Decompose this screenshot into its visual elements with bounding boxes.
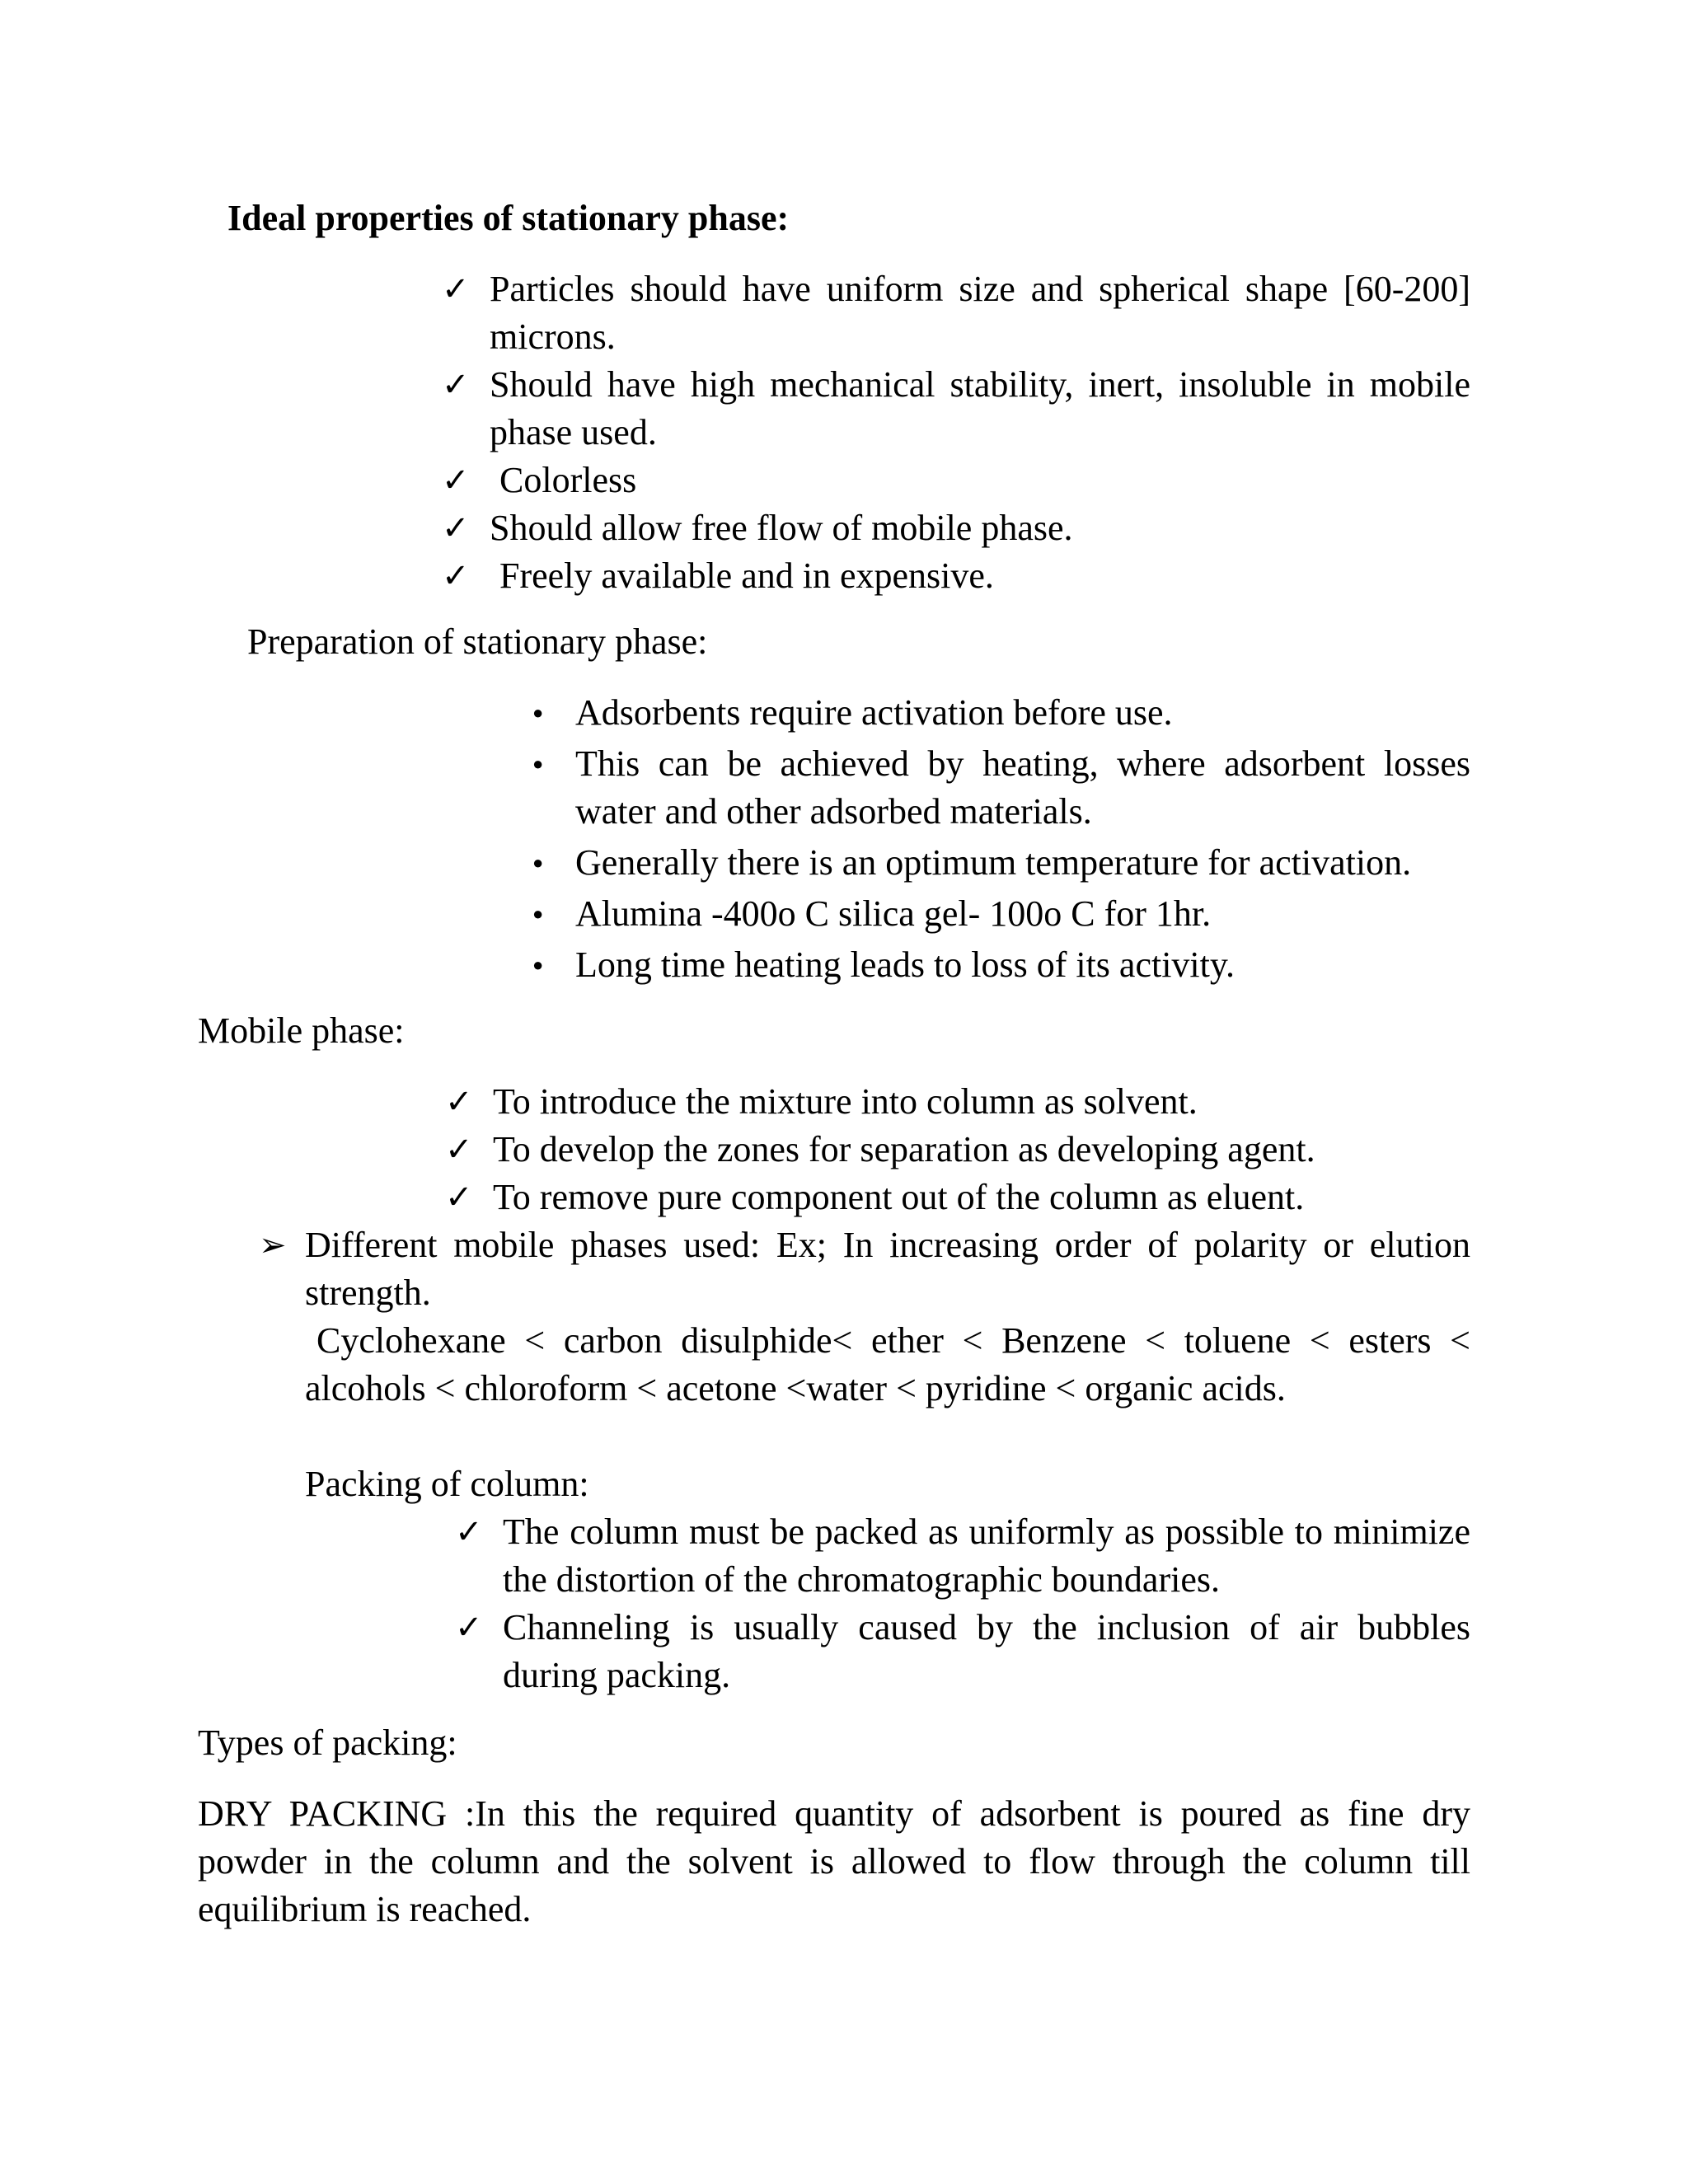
list-item: ✓ Particles should have uniform size and spherical shape [60-200] microns. bbox=[490, 265, 1470, 361]
preparation-heading: Preparation of stationary phase: bbox=[247, 621, 708, 662]
different-mobile-phases-item: ➢ Different mobile phases used: Ex; In increasing order of polarity or elution strength. bbox=[305, 1221, 1470, 1317]
bullet-icon: ● bbox=[532, 954, 544, 975]
polarity-order-text: Cyclohexane < carbon disulphide< ether < Benzene < toluene < esters < alcohols < chloroform < acetone <water < pyridine < organic acids. bbox=[305, 1320, 1470, 1408]
bullet-icon: ● bbox=[532, 702, 544, 723]
check-icon: ✓ bbox=[442, 462, 470, 499]
list-item: ✓ Should have high mechanical stability, inert, insoluble in mobile phase used. bbox=[490, 361, 1470, 457]
ideal-properties-list bbox=[442, 265, 1470, 600]
list-item: ● Alumina -400o C silica gel- 100o C for 1hr. bbox=[575, 890, 1470, 938]
list-item: ● Long time heating leads to loss of its activity. bbox=[575, 941, 1470, 989]
mobile-phase-heading: Mobile phase: bbox=[198, 1010, 405, 1051]
types-of-packing-heading: Types of packing: bbox=[198, 1722, 457, 1763]
arrow-icon: ➢ bbox=[259, 1226, 287, 1263]
check-icon: ✓ bbox=[445, 1179, 473, 1216]
bullet-icon: ● bbox=[532, 903, 544, 924]
list-item: ● Generally there is an optimum temperature for activation. bbox=[575, 839, 1470, 887]
list-item: ✓ Should allow free flow of mobile phase. bbox=[490, 504, 1470, 552]
list-item: ✓ Colorless bbox=[490, 457, 1470, 504]
check-icon: ✓ bbox=[442, 366, 470, 403]
list-item: ✓ Channeling is usually caused by the inclusion of air bubbles during packing. bbox=[503, 1604, 1470, 1699]
packing-heading: Packing of column: bbox=[305, 1464, 589, 1504]
ideal-properties-heading: Ideal properties of stationary phase: bbox=[227, 198, 790, 238]
list-item: ✓ Freely available and in expensive. bbox=[490, 552, 1470, 600]
list-item: ✓ To develop the zones for separation as developing agent. bbox=[493, 1126, 1470, 1174]
check-icon: ✓ bbox=[455, 1513, 483, 1550]
list-item: ✓ To remove pure component out of the column as eluent. bbox=[493, 1174, 1470, 1221]
check-icon: ✓ bbox=[455, 1609, 483, 1646]
bullet-icon: ● bbox=[532, 753, 544, 774]
list-item: ✓ To introduce the mixture into column as solvent. bbox=[493, 1078, 1470, 1126]
list-item: ● Adsorbents require activation before use. bbox=[575, 689, 1470, 737]
check-icon: ✓ bbox=[445, 1131, 473, 1168]
preparation-list bbox=[532, 689, 1470, 989]
check-icon: ✓ bbox=[442, 509, 470, 546]
mobile-phase-list bbox=[445, 1078, 1470, 1221]
list-item: ● This can be achieved by heating, where adsorbent losses water and other adsorbed materials. bbox=[575, 740, 1470, 836]
dry-packing-text: DRY PACKING :In this the required quantity of adsorbent is poured as fine dry powder in the column and the solvent is allowed to flow through the column till equilibrium is reached. bbox=[198, 1793, 1470, 1929]
packing-list bbox=[455, 1508, 1470, 1699]
check-icon: ✓ bbox=[442, 270, 470, 307]
bullet-icon: ● bbox=[532, 852, 544, 873]
check-icon: ✓ bbox=[442, 557, 470, 594]
list-item: ✓ The column must be packed as uniformly as possible to minimize the distortion of the chromatographic boundaries. bbox=[503, 1508, 1470, 1604]
check-icon: ✓ bbox=[445, 1083, 473, 1120]
